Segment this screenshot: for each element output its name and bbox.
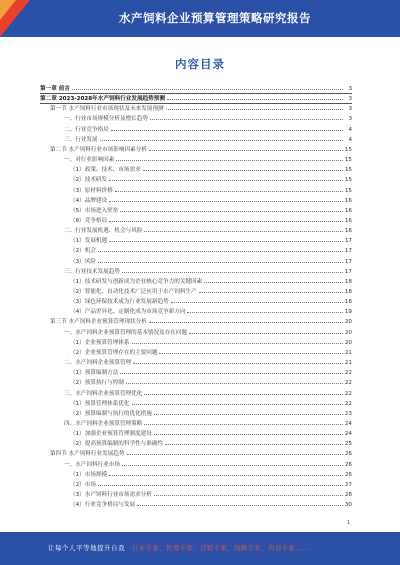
document-title: 水产饲料企业预算管理策略研究报告 xyxy=(119,11,311,25)
toc-entry-page: 4 xyxy=(348,136,352,143)
toc-entry-page: 17 xyxy=(344,268,352,275)
toc-entry-label: （6）竞争格局 xyxy=(70,217,108,224)
toc-entry-page: 16 xyxy=(344,228,352,235)
toc-entry-page: 16 xyxy=(344,217,352,224)
toc-entry-label: （1）发展机遇 xyxy=(70,238,108,245)
toc-leader-dots xyxy=(204,282,343,283)
toc-entry-page: 19 xyxy=(344,309,352,316)
page-number: 1 xyxy=(347,520,351,526)
toc-leader-dots xyxy=(109,241,343,242)
toc-entry-label: 三、水产饲料企业预算管理优化 xyxy=(64,390,143,397)
toc-entry[interactable] xyxy=(64,267,352,275)
toc-entry[interactable] xyxy=(64,114,352,122)
toc-entry[interactable] xyxy=(70,368,352,376)
toc-leader-dots xyxy=(144,231,343,232)
toc-entry-page: 3 xyxy=(348,96,352,103)
toc-entry-label: （2）企业预算管理存在的主要问题 xyxy=(70,349,158,356)
toc-leader-dots xyxy=(149,150,343,151)
toc-entry-page: 16 xyxy=(344,207,352,214)
toc-entry-page: 24 xyxy=(344,431,352,438)
toc-entry[interactable] xyxy=(70,236,352,244)
toc-leader-dots xyxy=(72,89,343,90)
toc-entry[interactable] xyxy=(50,145,352,153)
toc-entry[interactable] xyxy=(64,328,352,336)
toc-entry-label: 一、对行业影响因素 xyxy=(64,157,115,164)
toc-entry-page: 15 xyxy=(344,157,352,164)
toc-entry-page: 15 xyxy=(344,167,352,174)
toc-entry[interactable] xyxy=(70,246,352,254)
toc-entry[interactable] xyxy=(70,277,352,285)
toc-leader-dots xyxy=(127,454,344,455)
toc-leader-dots xyxy=(154,495,343,496)
toc-leader-dots xyxy=(133,363,343,364)
toc-entry-label: （2）提高预算编制的科学性与准确性 xyxy=(70,441,164,448)
toc-entry-label: （1）加强企业预算管理制度建设 xyxy=(70,431,152,438)
toc-entry-page: 3 xyxy=(348,86,352,92)
toc-entry[interactable] xyxy=(70,307,352,315)
toc-entry-label: 第一章 前言 xyxy=(40,86,70,92)
toc-leader-dots xyxy=(144,424,343,425)
toc-entry-page: 23 xyxy=(344,410,352,417)
toc-leader-dots xyxy=(149,322,343,323)
toc-entry-label: （3）水产饲料行业市场需求分析 xyxy=(70,492,152,498)
toc-entry[interactable] xyxy=(64,155,352,163)
toc-leader-dots xyxy=(150,119,343,120)
toc-entry-label: （4）产品差异化、定制化成为市场竞争新方向 xyxy=(70,309,186,316)
toc-entry[interactable] xyxy=(64,460,352,468)
toc-leader-dots xyxy=(132,404,344,405)
toc-leader-dots xyxy=(137,505,343,506)
toc-entry-label: 二、行业发展机遇、机会与风险 xyxy=(64,228,143,235)
toc-entry-page: 3 xyxy=(348,116,352,123)
toc-entry[interactable] xyxy=(64,125,352,133)
toc-heading: 内容目录 xyxy=(175,57,225,71)
toc-entry-label: （2）机会 xyxy=(70,248,96,255)
toc-entry-page: 20 xyxy=(344,319,352,326)
toc-entry-page: 22 xyxy=(344,400,352,407)
toc-entry[interactable] xyxy=(70,287,352,295)
toc-entry-label: 一、行业市场规模分析及增长趋势 xyxy=(64,116,148,123)
toc-entry[interactable] xyxy=(64,419,352,427)
toc-leader-dots xyxy=(166,109,343,110)
toc-leader-dots xyxy=(109,475,343,476)
toc-entry-label: 二、行业竞争格局 xyxy=(64,126,109,133)
toc-entry-label: 第四节 水产饲料行业发展趋势 xyxy=(50,451,125,458)
toc-entry[interactable] xyxy=(70,257,352,265)
toc-entry[interactable] xyxy=(50,449,352,457)
toc-entry-page: 4 xyxy=(348,126,352,133)
toc-entry[interactable] xyxy=(70,297,352,305)
toc-entry-page: 15 xyxy=(344,146,352,153)
toc-entry-page: 18 xyxy=(344,278,352,285)
toc-entry-page: 20 xyxy=(344,339,352,346)
toc-leader-dots xyxy=(109,201,343,202)
footer-banner xyxy=(0,532,400,565)
toc-entry[interactable] xyxy=(64,226,352,234)
toc-entry-label: （3）绿色环保技术成为行业发展新趋势 xyxy=(70,299,169,306)
toc-leader-dots xyxy=(126,383,343,384)
toc-entry-label: （2）市场 xyxy=(70,481,96,488)
toc-entry-label: （1）技术研发与创新成为企业核心竞争力的关键因素 xyxy=(70,278,203,285)
toc-leader-dots xyxy=(189,333,343,334)
toc-leader-dots xyxy=(167,99,343,100)
toc-entry[interactable] xyxy=(70,399,352,407)
toc-entry-page: 22 xyxy=(344,390,352,397)
toc-entry-page: 15 xyxy=(344,177,352,184)
toc-entry[interactable] xyxy=(70,196,352,204)
toc-entry-page: 17 xyxy=(344,248,352,255)
toc-entry-label: 第二章 2023-2028年水产饲料行业发展趋势预测 xyxy=(40,96,165,103)
toc-leader-dots xyxy=(109,180,343,181)
toc-leader-dots xyxy=(98,251,343,252)
toc-entry-label: （1）政策、技术、市场需求 xyxy=(70,167,141,174)
toc-leader-dots xyxy=(109,221,343,222)
toc-entry-label: 一、水产饲料企业预算管理的基本情况及存在问题 xyxy=(64,329,188,336)
toc-leader-dots xyxy=(100,140,343,141)
toc-entry[interactable] xyxy=(70,206,352,214)
toc-entry[interactable] xyxy=(70,348,352,356)
toc-entry-page: 18 xyxy=(344,289,352,295)
toc-entry[interactable] xyxy=(50,317,352,325)
toc-entry-label: 三、行业技术发展趋势 xyxy=(64,268,120,275)
toc-entry-label: 四、水产饲料企业预算管理策略 xyxy=(64,420,143,427)
toc-entry[interactable] xyxy=(70,439,352,447)
toc-entry[interactable] xyxy=(50,104,352,112)
toc-entry[interactable] xyxy=(70,378,352,386)
toc-entry[interactable] xyxy=(64,135,352,143)
toc-entry-label: 第一节 水产饲料行业市场现状及未来发展预测 xyxy=(50,106,164,113)
toc-entry[interactable] xyxy=(70,429,352,437)
toc-entry-page: 22 xyxy=(344,380,352,387)
toc-entry-label: 第二节 水产饲料行业市场影响因素分析 xyxy=(50,146,147,153)
toc-entry-label: （1）预算管理体系优化 xyxy=(70,400,130,407)
toc-entry-label: 二、水产饲料企业预算管理 xyxy=(64,360,132,367)
toc-entry-page: 26 xyxy=(344,451,352,458)
toc-entry-label: （2）预算编制与执行的优化措施 xyxy=(70,410,152,417)
toc-leader-dots xyxy=(165,444,343,445)
toc-entry-page: 24 xyxy=(344,420,352,427)
toc-leader-dots xyxy=(154,414,343,415)
toc-entry[interactable] xyxy=(70,216,352,224)
toc-leader-dots xyxy=(159,353,343,354)
toc-entry-label: （1）预算编制方法 xyxy=(70,370,119,377)
toc-leader-dots xyxy=(122,465,343,466)
toc-leader-dots xyxy=(199,292,343,293)
toc-leader-dots xyxy=(171,302,343,303)
toc-entry-page: 26 xyxy=(344,471,352,478)
toc-entry-page: 26 xyxy=(344,461,352,468)
toc-entry-page: 21 xyxy=(344,360,352,367)
toc-leader-dots xyxy=(98,485,343,486)
toc-entry-page: 17 xyxy=(344,258,352,265)
toc-entry-label: 一、水产饲料行业市场 xyxy=(64,461,120,468)
chapter-divider xyxy=(40,93,352,94)
toc-entry[interactable] xyxy=(40,84,352,92)
toc-entry-label: 三、行业发展 xyxy=(64,136,98,143)
toc-leader-dots xyxy=(122,272,343,273)
toc-entry[interactable] xyxy=(70,409,352,417)
toc-entry-page: 15 xyxy=(344,187,352,194)
toc-leader-dots xyxy=(143,170,343,171)
toc-entry-page: 20 xyxy=(344,329,352,336)
footer-slogan: 让每个人平等地提升自我 xyxy=(48,544,125,552)
toc-entry[interactable] xyxy=(70,480,352,488)
toc-entry[interactable] xyxy=(70,490,352,498)
toc-entry[interactable] xyxy=(70,470,352,478)
toc-entry[interactable] xyxy=(64,389,352,397)
toc-entry-page: 30 xyxy=(344,502,352,509)
header-decoration-accent xyxy=(0,0,16,20)
toc-entry-label: （1）企业预算管理体系 xyxy=(70,339,130,346)
toc-entry-page: 25 xyxy=(344,441,352,448)
toc-entry-label: 第三节 水产饲料企业预算管理现状分析 xyxy=(50,319,147,326)
toc-entry-label: （2）智能化、自动化技术广泛应用于水产饲料生产 xyxy=(70,289,197,295)
toc-entry-label: （3）原材料价格 xyxy=(70,187,113,194)
chapter-divider xyxy=(40,103,352,104)
toc-leader-dots xyxy=(132,343,344,344)
toc-leader-dots xyxy=(187,312,343,313)
header-banner xyxy=(0,0,400,37)
toc-entry[interactable] xyxy=(70,186,352,194)
toc-entry-label: （4）行业竞争格局与发展 xyxy=(70,502,136,509)
toc-leader-dots xyxy=(115,191,343,192)
toc-entry[interactable] xyxy=(70,338,352,346)
toc-entry[interactable] xyxy=(70,175,352,183)
toc-leader-dots xyxy=(98,262,343,263)
toc-entry-label: （3）风险 xyxy=(70,258,96,265)
toc-entry-page: 22 xyxy=(344,370,352,377)
toc-entry-page: 18 xyxy=(344,299,352,306)
toc-entry-page: 21 xyxy=(344,349,352,356)
toc-leader-dots xyxy=(116,160,343,161)
toc-leader-dots xyxy=(144,394,343,395)
toc-entry[interactable] xyxy=(40,94,352,102)
toc-entry-page: 16 xyxy=(344,197,352,204)
toc-leader-dots xyxy=(120,373,343,374)
toc-entry[interactable] xyxy=(70,500,352,508)
toc-entry[interactable] xyxy=(64,358,352,366)
toc-leader-dots xyxy=(111,130,343,131)
toc-entry-label: （5）市场进入壁垒 xyxy=(70,207,119,214)
toc-leader-dots xyxy=(154,434,343,435)
toc-entry-page: 17 xyxy=(344,238,352,245)
toc-entry-page: 27 xyxy=(344,481,352,488)
footer-experts: 行业专家、管理专家、营销专家、战略专家、咨询专家…… xyxy=(132,544,309,552)
toc-entry-label: （2）预算执行与控制 xyxy=(70,380,124,387)
toc-entry[interactable] xyxy=(70,165,352,173)
toc-entry-page: 28 xyxy=(344,492,352,498)
toc-entry-label: （2）技术研发 xyxy=(70,177,108,184)
toc-entry-page: 3 xyxy=(348,106,352,113)
toc-entry-label: （1）市场规模 xyxy=(70,471,108,478)
toc-leader-dots xyxy=(120,211,343,212)
toc-entry-label: （4）品牌建设 xyxy=(70,197,108,204)
